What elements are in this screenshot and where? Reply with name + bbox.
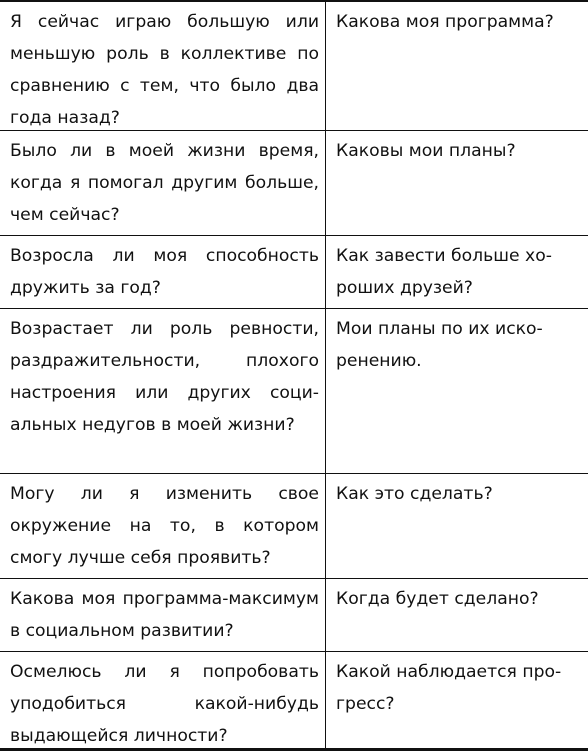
table-row	[0, 2, 588, 131]
question-cell: Было ли в моей жизни время, когда я помогал другим больше, чем сейчас?	[0, 131, 326, 235]
question-cell: Возрастает ли роль ревности, раздражительности, плохого настроения или других социальных недугов в моей жизни?	[0, 309, 326, 473]
answer-cell: Как это сделать?	[336, 484, 493, 504]
table-row	[0, 579, 588, 652]
answer-cell: Какова моя программа?	[336, 12, 554, 32]
answer-cell: Какой наблюдается прогресс?	[336, 662, 562, 714]
answer-cell: Мои планы по их искоренению.	[336, 319, 543, 371]
question-cell: Возросла ли моя способность дружить за год?	[0, 236, 326, 308]
answer-cell: Каковы мои планы?	[336, 141, 516, 161]
question-cell: Осмелюсь ли я попробовать уподобиться какой-нибудь выдающейся личности?	[0, 652, 326, 748]
answer-cell: Как завести больше хороших друзей?	[336, 246, 552, 298]
table-row	[0, 474, 588, 579]
table-row	[0, 236, 588, 309]
answer-cell: Когда будет сделано?	[336, 589, 539, 609]
question-cell: Я сейчас играю большую или меньшую роль в коллективе по сравнению с тем, что было два года назад?	[0, 2, 326, 130]
question-cell: Могу ли я изменить свое окружение на то, в котором смогу лучше себя проявить?	[0, 474, 326, 578]
table-row	[0, 309, 588, 474]
table-row	[0, 652, 588, 748]
question-cell: Какова моя программа-максимум в социальном развитии?	[0, 579, 326, 651]
table-row	[0, 131, 588, 236]
